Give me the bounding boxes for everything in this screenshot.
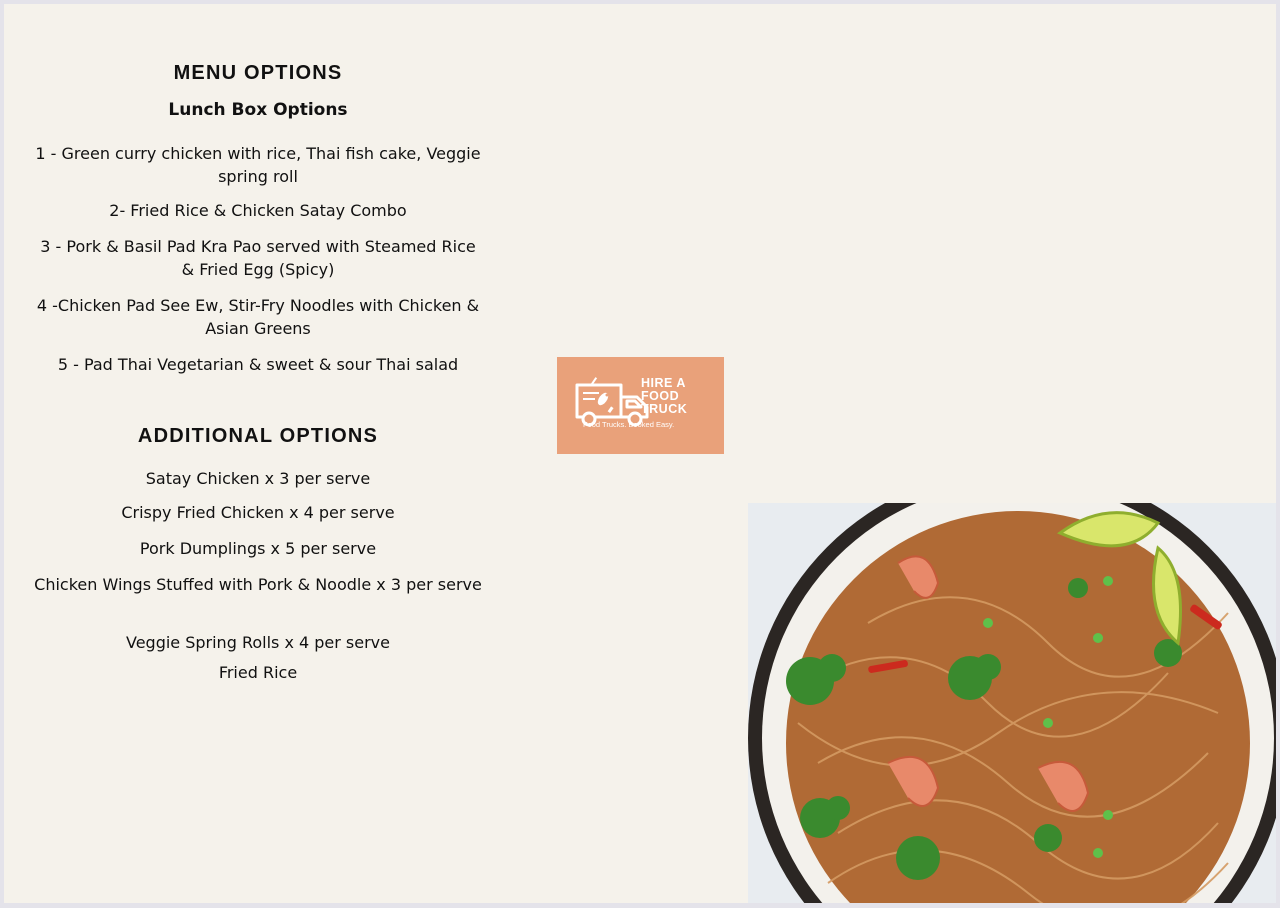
additional-options-heading: ADDITIONAL OPTIONS <box>137 425 379 447</box>
noodle-dish-photo <box>748 503 1276 903</box>
additional-item-2: Crispy Fried Chicken x 4 per serve <box>121 503 395 522</box>
additional-item-5: Veggie Spring Rolls x 4 per serve <box>125 633 390 652</box>
additional-item-4: Chicken Wings Stuffed with Pork & Noodle x 3 per serve <box>34 575 482 594</box>
additional-item-6: Fried Rice <box>218 663 298 682</box>
lunch-item-4: 4 -Chicken Pad See Ew, Stir-Fry Noodles with Chicken & Asian Greens <box>36 296 480 338</box>
logo-line-2: FOOD <box>641 389 680 403</box>
logo-wordmark <box>641 377 687 416</box>
menu-options-heading: MENU OPTIONS <box>173 62 343 84</box>
menu-page <box>4 4 1276 903</box>
hire-a-food-truck-logo <box>557 357 724 454</box>
additional-item-1: Satay Chicken x 3 per serve <box>145 469 371 488</box>
logo-line-1: HIRE A <box>641 376 686 390</box>
lunch-item-3: 3 - Pork & Basil Pad Kra Pao served with Steamed Rice & Fried Egg (Spicy) <box>40 237 476 279</box>
noodle-bowl-illustration <box>748 503 1276 903</box>
logo-tagline: Food Trucks. Booked Easy. <box>583 420 675 429</box>
lunch-item-1: 1 - Green curry chicken with rice, Thai fish cake, Veggie spring roll <box>35 144 481 186</box>
lunch-box-heading: Lunch Box Options <box>168 100 348 120</box>
menu-column <box>32 4 484 903</box>
lunch-item-5: 5 - Pad Thai Vegetarian & sweet & sour Thai salad <box>57 355 459 374</box>
additional-item-3: Pork Dumplings x 5 per serve <box>139 539 377 558</box>
logo-line-3: TRUCK <box>641 402 688 416</box>
lunch-item-2: 2- Fried Rice & Chicken Satay Combo <box>109 201 407 220</box>
